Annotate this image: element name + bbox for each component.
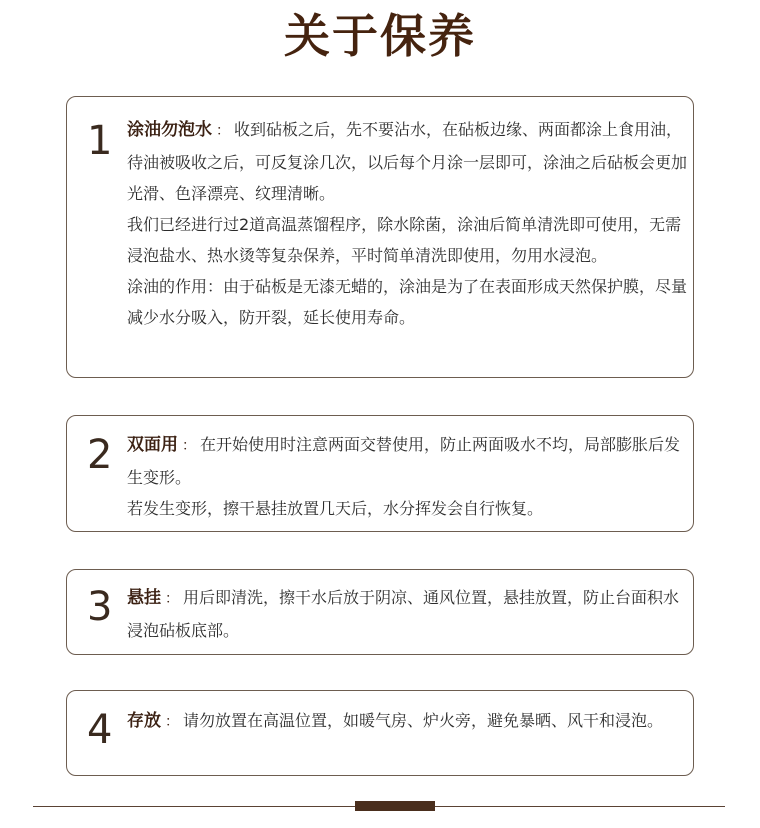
card-heading: 双面用: [127, 435, 178, 455]
care-card-storage: [66, 690, 694, 776]
card-heading: 悬挂: [127, 588, 161, 608]
card-paragraph: 若发生变形，擦干悬挂放置几天后，水分挥发会自行恢复。: [127, 499, 544, 518]
card-first-paragraph: [127, 582, 687, 646]
card-paragraph: 我们已经进行过2道高温蒸馏程序，除水除菌，涂油后简单清洗即可使用，无需浸泡盐水、热水烫等复杂保养，平时简单清洗即使用，勿用水浸泡。: [127, 215, 682, 265]
heading-colon: ：: [182, 438, 196, 454]
card-content: [127, 705, 687, 738]
care-card-hanging: [66, 569, 694, 655]
card-first-paragraph: [127, 705, 687, 738]
card-text: 请勿放置在高温位置，如暖气房、炉火旁，避免暴晒、风干和浸泡。: [183, 711, 664, 730]
card-heading: 涂油勿泡水: [127, 120, 212, 140]
step-number: 4: [87, 707, 113, 753]
card-first-paragraph: [127, 114, 687, 209]
care-card-double-sided: [66, 415, 694, 532]
bottom-divider-accent: [355, 801, 435, 811]
card-text: 用后即清洗，擦干水后放于阴凉、通风位置，悬挂放置，防止台面积水浸泡砧板底部。: [127, 588, 680, 640]
card-heading: 存放: [127, 711, 161, 731]
step-number: 3: [87, 584, 113, 630]
card-content: [127, 429, 687, 524]
page-title: 关于保养: [284, 9, 476, 63]
care-card-oiling: [66, 96, 694, 378]
card-paragraph: 涂油的作用：由于砧板是无漆无蜡的，涂油是为了在表面形成天然保护膜，尽量减少水分吸入，防开裂，延长使用寿命。: [127, 277, 688, 327]
heading-colon: ：: [216, 123, 230, 139]
card-text: 收到砧板之后，先不要沾水，在砧板边缘、两面都涂上食用油，待油被吸收之后，可反复涂几次，以后每个月涂一层即可，涂油之后砧板会更加光滑、色泽漂亮、纹理清晰。: [127, 120, 688, 203]
card-first-paragraph: [127, 429, 687, 493]
step-number: 2: [87, 432, 113, 478]
step-number: 1: [87, 118, 113, 164]
heading-colon: ：: [165, 591, 179, 607]
card-text: 在开始使用时注意两面交替使用，防止两面吸水不均，局部膨胀后发生变形。: [127, 435, 681, 487]
card-content: [127, 582, 687, 646]
card-content: [127, 114, 687, 333]
heading-colon: ：: [165, 714, 179, 730]
